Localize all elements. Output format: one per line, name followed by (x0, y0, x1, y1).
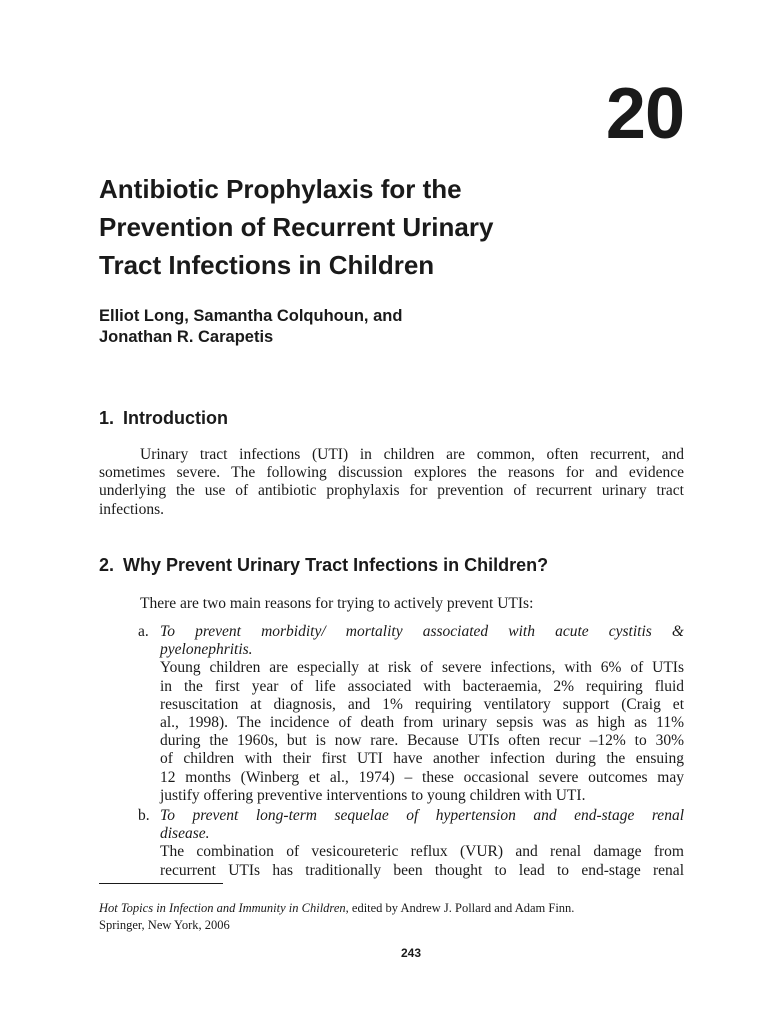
book-title: Hot Topics in Infection and Immunity in Children (99, 901, 346, 915)
section-number: 2. (99, 555, 115, 575)
section-heading-why-prevent (99, 554, 548, 576)
list-item-text-line: 12 months (Winberg et al., 1974) – these occasional severe outcomes may (160, 768, 684, 786)
list-item-text-line: The combination of vesicoureteric reflux (VUR) and renal damage from (160, 843, 684, 861)
list-item-title-line: pyelonephritis. (160, 641, 253, 659)
paragraph-line: underlying the use of antibiotic prophylaxis for prevention of recurrent urinary tract (99, 482, 684, 500)
list-item-title-line: To prevent long-term sequelae of hypertension and end-stage renal (160, 807, 684, 824)
chapter-title-line: Tract Infections in Children (99, 250, 435, 280)
list-item-text-line: resuscitation at diagnosis, and 1% requiring ventilatory support (Craig et (160, 695, 684, 713)
chapter-title (99, 170, 659, 284)
footnote-editors: , edited by Andrew J. Pollard and Adam Finn. (345, 901, 575, 915)
list-item-title-line: disease. (160, 825, 210, 843)
list-item-text-line: recurrent UTIs has traditionally been thought to lead to end-stage renal (160, 861, 684, 879)
chapter-title-line: Prevention of Recurrent Urinary (99, 212, 494, 242)
footnote-line (99, 900, 684, 917)
list-marker: a. (138, 623, 149, 640)
section-title: Introduction (123, 408, 228, 428)
footnote-publisher: Springer, New York, 2006 (99, 918, 230, 932)
authors-line: Elliot Long, Samantha Colquhoun, and (99, 307, 403, 325)
introduction-paragraph (99, 446, 684, 519)
footnote-divider (99, 883, 223, 884)
section-number: 1. (99, 408, 115, 428)
authors (99, 306, 402, 348)
section-intro-paragraph (99, 595, 684, 613)
chapter-title-line: Antibiotic Prophylaxis for the (99, 174, 462, 204)
list-item-text-line: of children with their first UTI have another infection during the ensuing (160, 750, 684, 768)
section-title: Why Prevent Urinary Tract Infections in Children? (123, 555, 549, 575)
paragraph-line: sometimes severe. The following discussion explores the reasons for and evidence (99, 464, 684, 482)
list-item-text-line: Young children are especially at risk of severe infections, with 6% of UTIs (160, 659, 684, 677)
list-item-text-line: in the first year of life associated with bacteraemia, 2% requiring fluid (160, 677, 684, 695)
list-item-a (138, 623, 684, 805)
authors-line: Jonathan R. Carapetis (99, 328, 274, 346)
paragraph-line: infections. (99, 500, 164, 518)
list-item-text-line: justify offering preventive interventions to young children with UTI. (160, 786, 586, 804)
list-item-text-line: al., 1998). The incidence of death from urinary sepsis was as high as 11% (160, 714, 684, 732)
paragraph-line: There are two main reasons for trying to actively prevent UTIs: (140, 595, 534, 612)
page-number: 243 (400, 946, 422, 960)
section-heading-introduction (99, 407, 228, 429)
list-item-text-line: during the 1960s, but is now rare. Because UTIs often recur –12% to 30% (160, 732, 684, 750)
chapter-number: 20 (605, 74, 684, 154)
paragraph-line: Urinary tract infections (UTI) in children are common, often recurrent, and (140, 446, 684, 463)
footnote (99, 900, 684, 934)
list-item-title-line: To prevent morbidity/ mortality associated with acute cystitis & (160, 623, 684, 640)
list-item-b (138, 807, 684, 880)
list-marker: b. (138, 807, 150, 824)
